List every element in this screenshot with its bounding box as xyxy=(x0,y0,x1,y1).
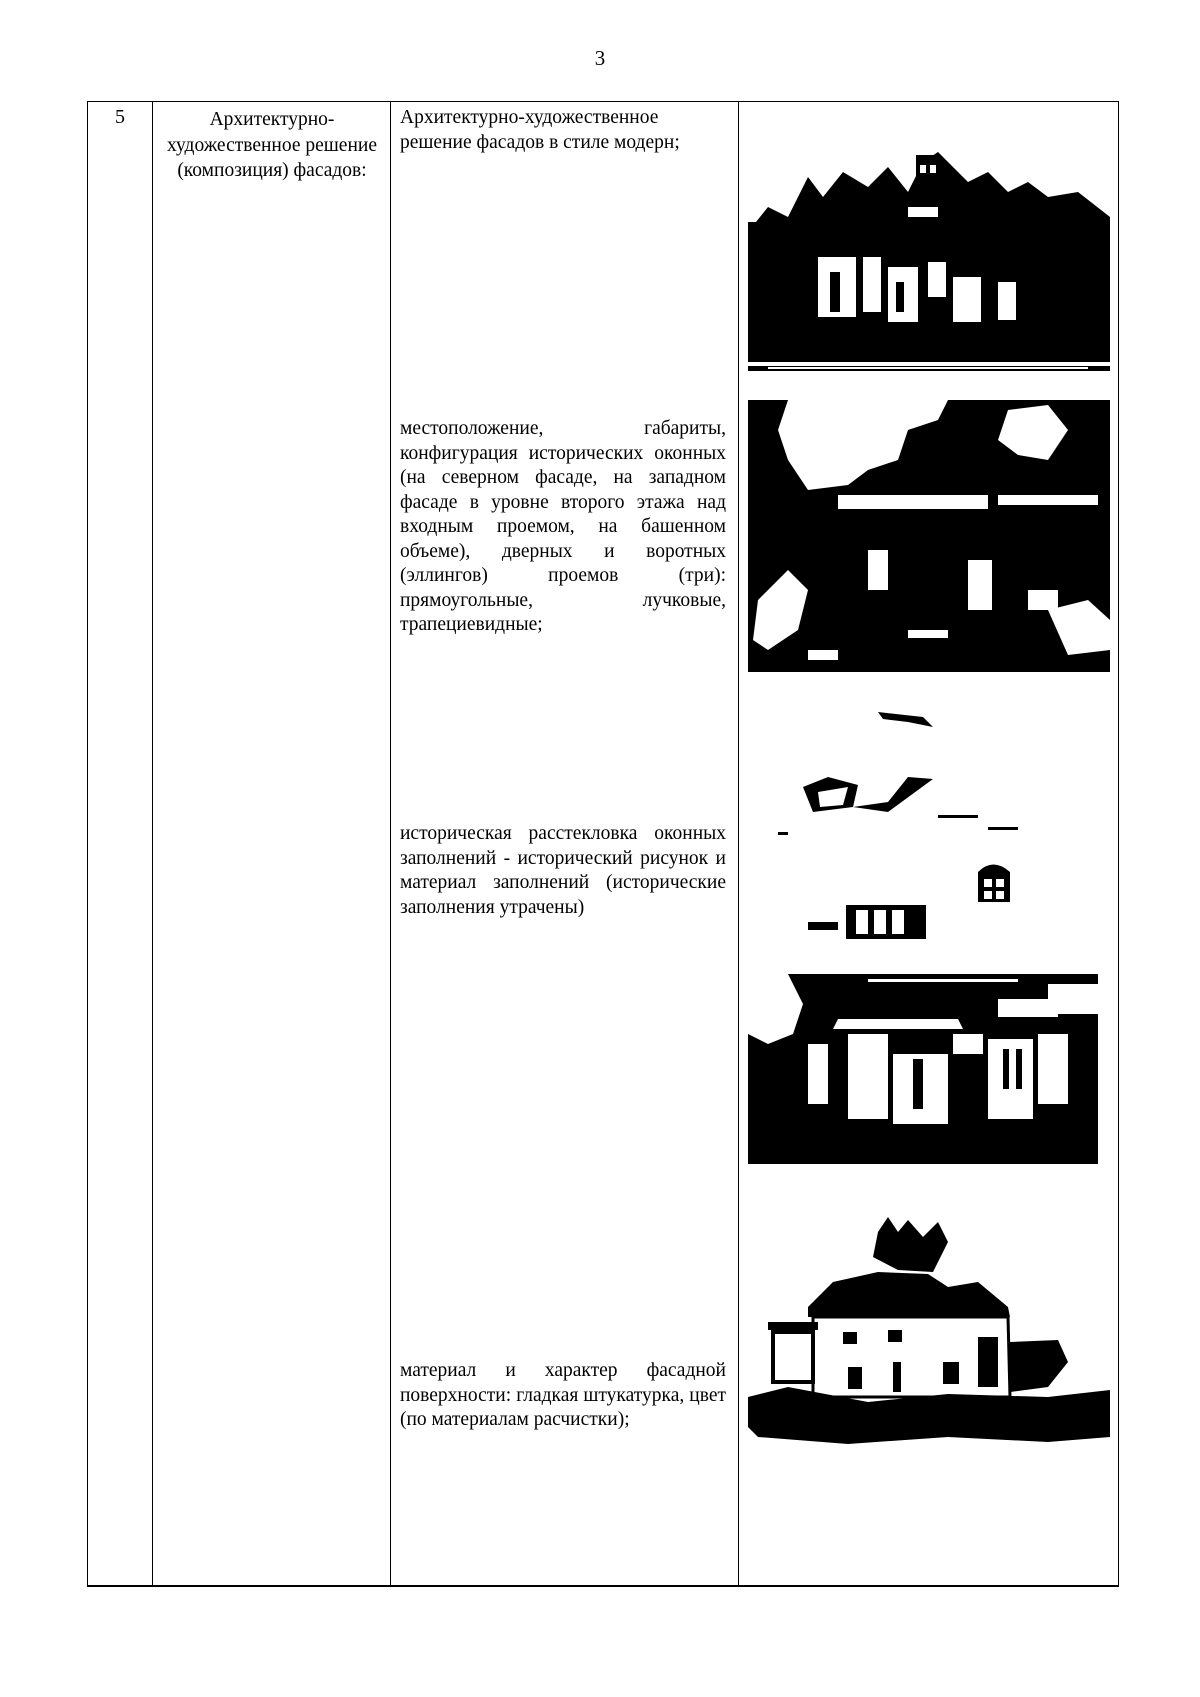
building-photo-overall xyxy=(748,1212,1110,1447)
description-item: материал и характер фасадной поверхности: гладкая штукатурка, цвет (по материалам расчистки); xyxy=(400,1360,726,1430)
column-divider xyxy=(390,102,391,1585)
column-divider xyxy=(738,102,739,1585)
element-name: Архитектурно-художественное решение (композиция) фасадов: xyxy=(167,109,377,181)
column-divider xyxy=(152,102,153,1585)
building-photo-window-detail xyxy=(748,707,1110,939)
page-number: 3 xyxy=(594,46,606,70)
building-photo-front xyxy=(748,137,1110,371)
row-number: 5 xyxy=(115,106,125,128)
description-item: местоположение, габариты, конфигурация исторических оконных (на северном фасаде, на западном фасаде в уровне второго этажа над входным проемом, на башенном объеме), дверных и воротных (эллингов) проемов (три): прямоугольные, лучковые, трапециевидные; xyxy=(400,418,726,635)
building-photo-entrance xyxy=(748,974,1098,1164)
building-photo-trees xyxy=(748,400,1110,672)
document-table xyxy=(87,101,1119,1587)
description-item: Архитектурно-художественное решение фасадов в стиле модерн; xyxy=(400,107,680,153)
description-item: историческая расстекловка оконных заполнений - исторический рисунок и материал заполнений (исторические заполнения утрачены) xyxy=(400,823,726,918)
